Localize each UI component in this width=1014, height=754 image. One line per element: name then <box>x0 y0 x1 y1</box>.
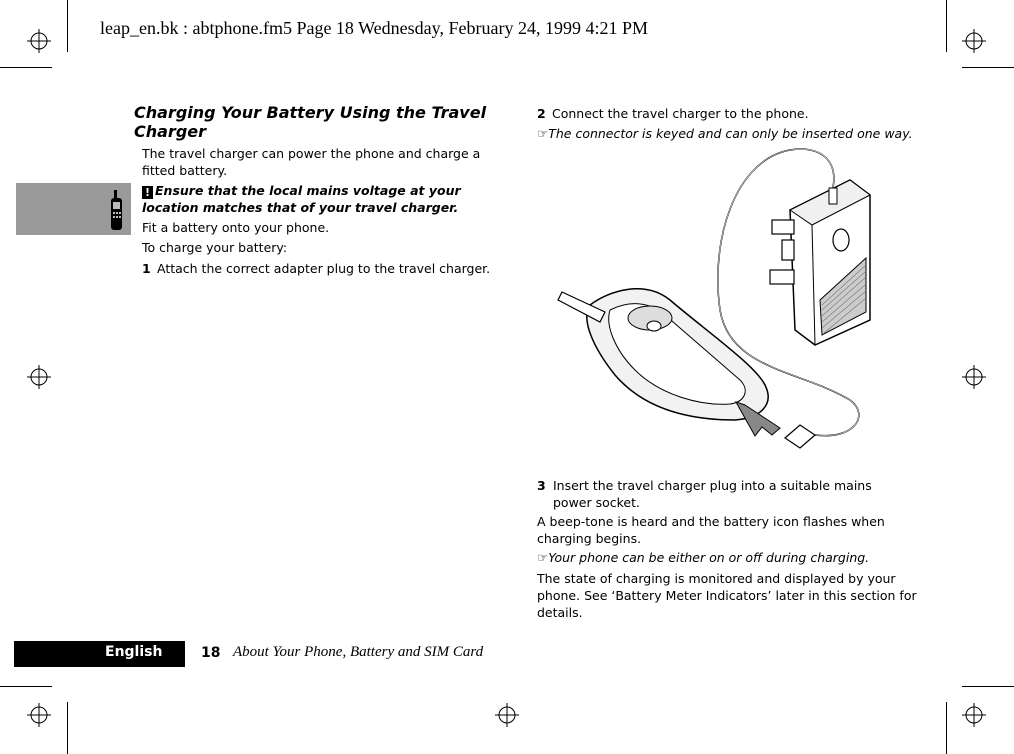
step-text: Attach the correct adapter plug to the travel charger. <box>157 261 491 276</box>
registration-mark-icon <box>27 703 51 727</box>
note-text: Your phone can be either on or off during charging. <box>548 550 870 565</box>
warning-text: Ensure that the local mains voltage at your location matches that of your travel charger. <box>142 183 461 215</box>
step-number: 1 <box>142 261 151 276</box>
state-paragraph: The state of charging is monitored and displayed by your phone. See ‘Battery Meter Indicators’ later in this section for details. <box>537 571 917 620</box>
fit-battery-text: Fit a battery onto your phone. <box>142 220 330 235</box>
step-text: Connect the travel charger to the phone. <box>552 106 809 121</box>
registration-mark-icon <box>495 703 519 727</box>
registration-mark-icon <box>27 29 51 53</box>
chapter-side-tab <box>16 183 131 235</box>
language-tab <box>14 641 185 667</box>
to-charge-text: To charge your battery: <box>142 240 288 255</box>
pointing-hand-icon: ☞ <box>537 550 549 565</box>
step-number: 3 <box>537 478 546 493</box>
crop-mark <box>67 702 68 754</box>
pointing-hand-icon: ☞ <box>537 126 549 141</box>
intro-paragraph: The travel charger can power the phone and charge a fitted battery. <box>142 146 481 178</box>
registration-mark-icon <box>962 365 986 389</box>
page-number: 18 <box>201 645 221 661</box>
step-3 <box>537 477 907 511</box>
phone-icon <box>106 188 126 232</box>
registration-mark-icon <box>962 703 986 727</box>
warning-paragraph <box>142 182 487 216</box>
crop-mark <box>962 67 1014 68</box>
step-text: Insert the travel charger plug into a suitable mains power socket. <box>553 478 872 510</box>
step-2 <box>537 105 917 122</box>
running-footer-title: About Your Phone, Battery and SIM Card <box>233 644 484 660</box>
note-2 <box>537 549 917 566</box>
step-number: 2 <box>537 106 546 121</box>
crop-mark <box>946 0 947 52</box>
exclamation-icon: ! <box>142 186 153 199</box>
note-text: The connector is keyed and can only be inserted one way. <box>548 126 913 141</box>
crop-mark <box>946 702 947 754</box>
print-header: leap_en.bk : abtphone.fm5 Page 18 Wednesday, February 24, 1999 4:21 PM <box>100 18 648 38</box>
crop-mark <box>962 686 1014 687</box>
crop-mark <box>0 67 52 68</box>
section-title: Charging Your Battery Using the Travel Charger <box>134 103 487 141</box>
charger-phone-illustration <box>550 140 880 460</box>
language-label: English <box>105 644 163 660</box>
beep-paragraph: A beep-tone is heard and the battery icon flashes when charging begins. <box>537 514 885 546</box>
crop-mark <box>0 686 52 687</box>
step-1 <box>142 260 502 277</box>
crop-mark <box>67 0 68 52</box>
registration-mark-icon <box>27 365 51 389</box>
registration-mark-icon <box>962 29 986 53</box>
